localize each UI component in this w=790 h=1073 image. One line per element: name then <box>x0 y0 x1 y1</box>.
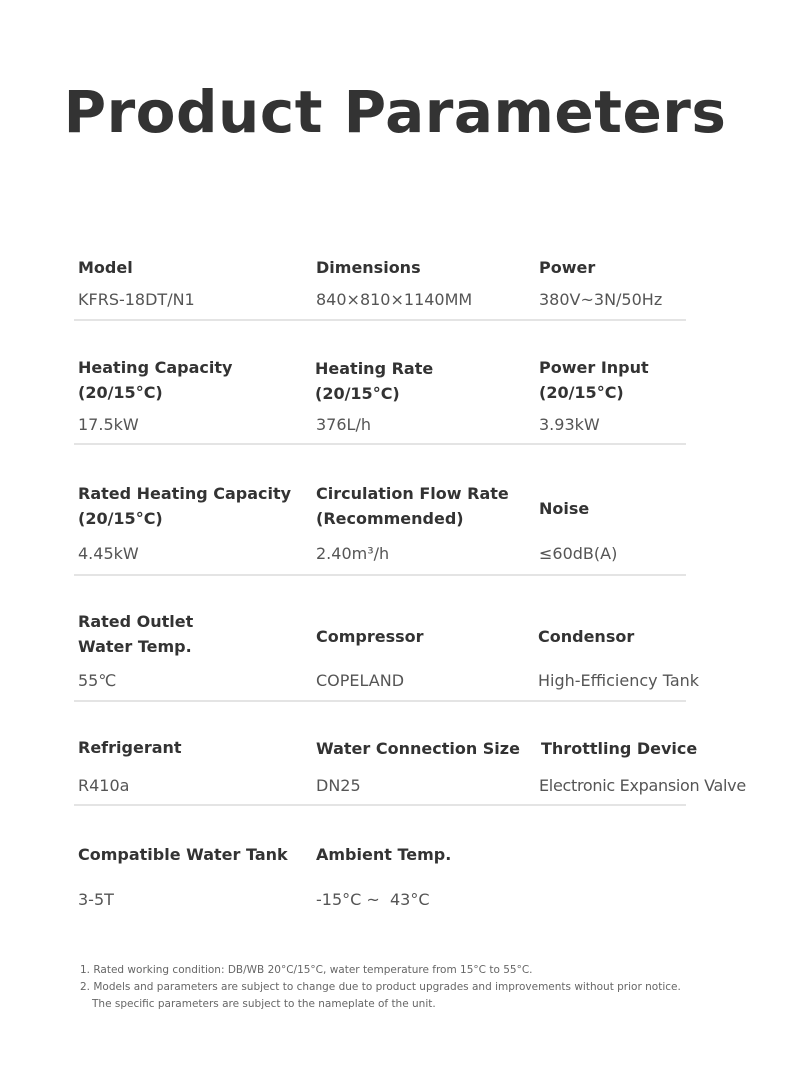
param-value-power-input: 3.93kW <box>539 415 600 434</box>
param-label-heating-rate: Heating Rate <box>315 359 434 378</box>
param-value-ambient-temp: -15°C ~ 43°C <box>316 890 430 909</box>
param-label-circulation-flow-rate-note: (Recommended) <box>316 509 464 528</box>
param-value-noise: ≤60dB(A) <box>539 544 618 563</box>
footnote-2: 2. Models and parameters are subject to change due to product upgrades and improvements without prior notice. <box>80 981 681 993</box>
param-label-rated-heating-capacity-condition: (20/15°C) <box>78 509 163 528</box>
param-row-3 <box>74 479 686 576</box>
param-value-water-connection-size: DN25 <box>316 776 361 795</box>
param-label-rated-outlet-water-temp-line2: Water Temp. <box>78 637 192 656</box>
param-value-refrigerant: R410a <box>78 776 130 795</box>
param-label-dimensions: Dimensions <box>316 258 421 277</box>
param-label-heating-rate-condition: (20/15°C) <box>315 384 400 403</box>
param-label-throttling-device: Throttling Device <box>541 739 698 758</box>
param-value-compatible-water-tank: 3-5T <box>78 890 114 909</box>
param-value-condensor: High-Efficiency Tank <box>538 671 700 690</box>
param-label-ambient-temp: Ambient Temp. <box>316 845 452 864</box>
param-row-1 <box>74 252 686 321</box>
param-value-dimensions: 840×810×1140MM <box>316 290 473 309</box>
param-value-circulation-flow-rate: 2.40m³/h <box>316 544 390 563</box>
param-label-heating-capacity: Heating Capacity <box>78 358 233 377</box>
footnote-2-continuation: The specific parameters are subject to the nameplate of the unit. <box>92 998 436 1010</box>
param-label-circulation-flow-rate: Circulation Flow Rate <box>316 484 509 503</box>
footnotes <box>80 962 720 1013</box>
param-value-compressor: COPELAND <box>316 671 405 690</box>
param-label-model: Model <box>78 258 133 277</box>
param-label-rated-outlet-water-temp: Rated Outlet <box>78 612 194 631</box>
param-label-noise: Noise <box>539 499 590 518</box>
param-label-rated-heating-capacity: Rated Heating Capacity <box>78 484 292 503</box>
param-value-heating-rate: 376L/h <box>316 415 371 434</box>
param-label-compressor: Compressor <box>316 627 424 646</box>
param-value-rated-heating-capacity: 4.45kW <box>78 544 139 563</box>
footnote-1: 1. Rated working condition: DB/WB 20°C/15°C, water temperature from 15°C to 55°C. <box>80 964 533 976</box>
param-row-4 <box>74 608 700 702</box>
page-title: Product Parameters <box>63 78 727 146</box>
param-row-6 <box>74 842 686 918</box>
param-value-throttling-device: Electronic Expansion Valve <box>539 776 746 795</box>
param-label-power: Power <box>539 258 596 277</box>
param-value-model: KFRS-18DT/N1 <box>78 290 195 309</box>
param-label-refrigerant: Refrigerant <box>78 738 182 757</box>
param-value-rated-outlet-water-temp: 55℃ <box>78 671 117 690</box>
param-label-water-connection-size: Water Connection Size <box>316 739 520 758</box>
param-label-condensor: Condensor <box>538 627 635 646</box>
param-row-5 <box>74 734 746 806</box>
param-row-2 <box>74 353 686 445</box>
param-value-heating-capacity: 17.5kW <box>78 415 139 434</box>
param-label-heating-capacity-condition: (20/15°C) <box>78 383 163 402</box>
param-label-power-input-condition: (20/15°C) <box>539 383 624 402</box>
param-value-power: 380V~3N/50Hz <box>539 290 663 309</box>
param-label-power-input: Power Input <box>539 358 649 377</box>
param-label-compatible-water-tank: Compatible Water Tank <box>78 845 288 864</box>
